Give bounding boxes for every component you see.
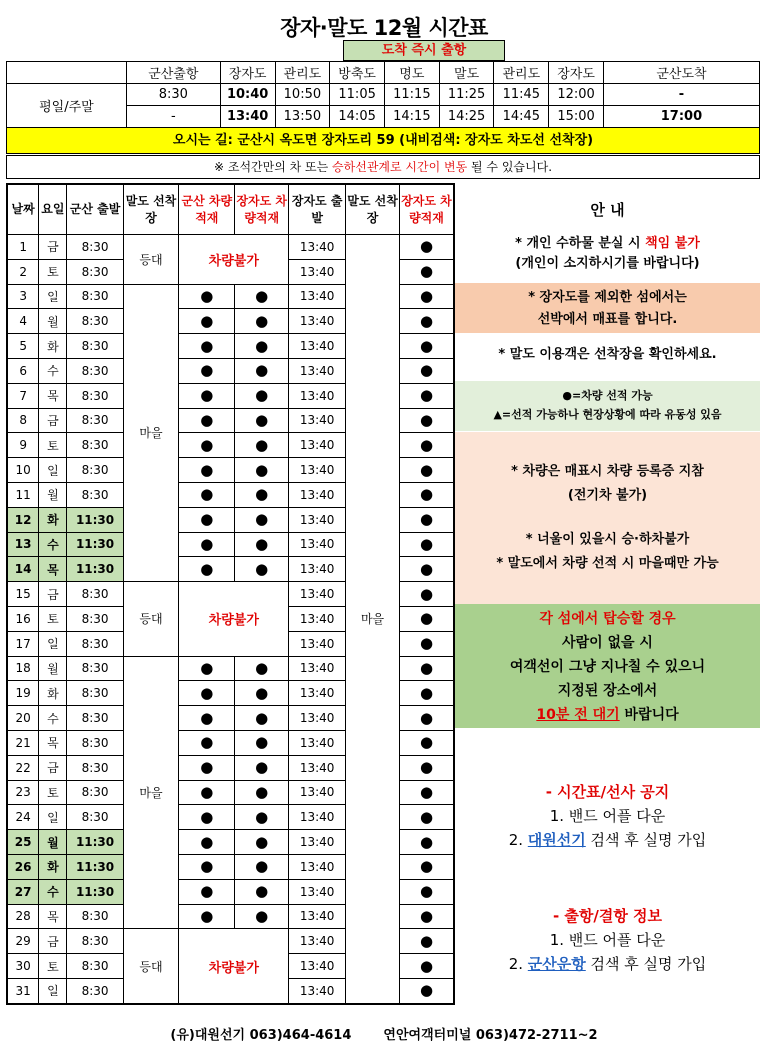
weekday-cell: 월 <box>39 482 67 507</box>
page-title: 장자·말도 12월 시간표 <box>280 16 488 40</box>
vehicle-available-icon: ● <box>179 557 235 582</box>
summary-cell: - <box>603 84 759 106</box>
summary-cell: 17:00 <box>603 106 759 128</box>
schedule-header: 군산 출발 <box>67 184 123 235</box>
jangja-depart-cell: 13:40 <box>289 706 346 731</box>
jangja-depart-cell: 13:40 <box>289 309 346 334</box>
jangja-depart-cell: 13:40 <box>289 458 346 483</box>
jangja-depart-cell: 13:40 <box>289 854 346 879</box>
jangja-depart-cell: 13:40 <box>289 259 346 284</box>
day-cell: 27 <box>7 879 39 904</box>
lost-item-notice: * 개인 수하물 분실 시 책임 불가 (개인이 소지하시기를 바랍니다) <box>515 236 700 271</box>
vehicle-available-icon: ● <box>399 334 454 359</box>
jangja-depart-cell: 13:40 <box>289 408 346 433</box>
jangja-depart-cell: 13:40 <box>289 681 346 706</box>
vehicle-available-icon: ● <box>235 706 289 731</box>
gunsan-depart-cell: 8:30 <box>67 755 123 780</box>
jangja-depart-cell: 13:40 <box>289 582 346 607</box>
day-cell: 20 <box>7 706 39 731</box>
maldo-pier-cell: 등대 <box>123 929 179 1004</box>
guide-title: 안 내 <box>590 201 625 219</box>
vehicle-available-icon: ● <box>399 681 454 706</box>
day-cell: 6 <box>7 358 39 383</box>
vehicle-available-icon: ● <box>235 507 289 532</box>
jangja-depart-cell: 13:40 <box>289 656 346 681</box>
day-cell: 31 <box>7 978 39 1003</box>
company-phone: (유)대원선기 063)464-4614 <box>170 1028 352 1043</box>
weekday-cell: 토 <box>39 954 67 979</box>
vehicle-available-icon: ● <box>179 458 235 483</box>
gunsan-depart-cell: 8:30 <box>67 631 123 656</box>
maldo-pier-cell: 등대 <box>123 235 179 285</box>
maldo-pier-cell: 등대 <box>123 582 179 656</box>
vehicle-available-icon: ● <box>179 656 235 681</box>
summary-cell: 11:45 <box>494 84 549 106</box>
gunsan-depart-cell: 8:30 <box>67 606 123 631</box>
weekday-cell: 월 <box>39 309 67 334</box>
schedule-header: 장자도 차량적재 <box>235 184 289 235</box>
vehicle-available-icon: ● <box>399 383 454 408</box>
vehicle-available-icon: ● <box>235 532 289 557</box>
gunsan-depart-cell: 8:30 <box>67 309 123 334</box>
day-cell: 1 <box>7 235 39 260</box>
weekday-cell: 월 <box>39 656 67 681</box>
summary-header: 명도 <box>385 62 440 84</box>
gunsan-depart-cell: 11:30 <box>67 879 123 904</box>
schedule-header: 장자도 출발 <box>289 184 346 235</box>
jangja-depart-cell: 13:40 <box>289 830 346 855</box>
address-bar: 오시는 길: 군산시 옥도면 장자도리 59 (내비검색: 장자도 차도선 선착장) <box>6 127 760 154</box>
weekday-cell: 금 <box>39 755 67 780</box>
day-cell: 30 <box>7 954 39 979</box>
vehicle-available-icon: ● <box>399 557 454 582</box>
gunsan-depart-cell: 8:30 <box>67 235 123 260</box>
vehicle-available-icon: ● <box>235 904 289 929</box>
jangja-depart-cell: 13:40 <box>289 606 346 631</box>
vehicle-available-icon: ● <box>399 433 454 458</box>
daewon-link[interactable]: 대원선기 <box>527 831 586 849</box>
gunsan-depart-cell: 8:30 <box>67 433 123 458</box>
summary-header: 장자도 <box>549 62 604 84</box>
gunsan-depart-cell: 11:30 <box>67 507 123 532</box>
weekday-cell: 금 <box>39 408 67 433</box>
row-label: 평일/주말 <box>7 84 127 128</box>
jangja-depart-cell: 13:40 <box>289 954 346 979</box>
day-cell: 8 <box>7 408 39 433</box>
gunsan-depart-cell: 8:30 <box>67 656 123 681</box>
jangja-depart-cell: 13:40 <box>289 879 346 904</box>
day-cell: 2 <box>7 259 39 284</box>
jangja-depart-cell: 13:40 <box>289 358 346 383</box>
summary-cell: 13:50 <box>275 106 330 128</box>
jangja-depart-cell: 13:40 <box>289 482 346 507</box>
gunsan-depart-cell: 8:30 <box>67 482 123 507</box>
maldo-pier-cell: 마을 <box>123 656 179 929</box>
vehicle-available-icon: ● <box>399 904 454 929</box>
weekday-cell: 수 <box>39 879 67 904</box>
day-cell: 5 <box>7 334 39 359</box>
summary-cell: 10:40 <box>220 84 275 106</box>
weekday-cell: 일 <box>39 631 67 656</box>
vehicle-available-icon: ● <box>399 954 454 979</box>
weekday-cell: 화 <box>39 334 67 359</box>
schedule-header: 장자도 차량적재 <box>399 184 454 235</box>
gunsan-depart-cell: 8:30 <box>67 458 123 483</box>
vehicle-available-icon: ● <box>399 259 454 284</box>
day-cell: 22 <box>7 755 39 780</box>
day-cell: 19 <box>7 681 39 706</box>
vehicle-available-icon: ● <box>235 656 289 681</box>
weekday-cell: 일 <box>39 978 67 1003</box>
vehicle-available-icon: ● <box>235 780 289 805</box>
vehicle-available-icon: ● <box>235 383 289 408</box>
vehicle-available-icon: ● <box>179 830 235 855</box>
gunsan-depart-cell: 8:30 <box>67 334 123 359</box>
vehicle-available-icon: ● <box>399 805 454 830</box>
gunsan-depart-cell: 8:30 <box>67 904 123 929</box>
vehicle-available-icon: ● <box>399 309 454 334</box>
vehicle-available-icon: ● <box>179 383 235 408</box>
gunsan-depart-cell: 11:30 <box>67 557 123 582</box>
vehicle-available-icon: ● <box>399 358 454 383</box>
weekday-cell: 토 <box>39 780 67 805</box>
vehicle-available-icon: ● <box>179 904 235 929</box>
jangja-depart-cell: 13:40 <box>289 730 346 755</box>
summary-header: 군산도착 <box>603 62 759 84</box>
vehicle-available-icon: ● <box>235 458 289 483</box>
vehicle-available-icon: ● <box>399 458 454 483</box>
day-cell: 10 <box>7 458 39 483</box>
schedule-header: 말도 선착장 <box>346 184 400 235</box>
summary-cell: 11:25 <box>439 84 494 106</box>
vehicle-available-icon: ● <box>235 730 289 755</box>
vehicle-available-icon: ● <box>399 582 454 607</box>
vehicle-available-icon: ● <box>399 706 454 731</box>
vehicle-available-icon: ● <box>399 284 454 309</box>
weekday-cell: 월 <box>39 830 67 855</box>
summary-cell: 11:05 <box>330 84 385 106</box>
day-cell: 4 <box>7 309 39 334</box>
day-cell: 24 <box>7 805 39 830</box>
summary-cell: 14:05 <box>330 106 385 128</box>
vehicle-available-icon: ● <box>399 532 454 557</box>
jangja-depart-cell: 13:40 <box>289 433 346 458</box>
gunsan-depart-cell: 8:30 <box>67 954 123 979</box>
gunsan-depart-cell: 11:30 <box>67 532 123 557</box>
summary-header: 말도 <box>439 62 494 84</box>
jangja-depart-cell: 13:40 <box>289 383 346 408</box>
vehicle-available-icon: ● <box>235 854 289 879</box>
weekday-cell: 화 <box>39 507 67 532</box>
summary-cell: 8:30 <box>126 84 220 106</box>
gunsan-depart-cell: 8:30 <box>67 358 123 383</box>
vehicle-available-icon: ● <box>179 706 235 731</box>
jangja-depart-cell: 13:40 <box>289 755 346 780</box>
jangja-depart-cell: 13:40 <box>289 235 346 260</box>
weekday-cell: 목 <box>39 383 67 408</box>
gunsan-depart-cell: 8:30 <box>67 408 123 433</box>
vehicle-available-icon: ● <box>235 879 289 904</box>
ticket-notice: * 장자도를 제외한 섬에서는 선박에서 매표를 합니다. <box>455 283 760 333</box>
summary-cell: - <box>126 106 220 128</box>
jangja-depart-cell: 13:40 <box>289 929 346 954</box>
no-vehicle-cell: 차량불가 <box>179 929 289 1004</box>
vehicle-available-icon: ● <box>235 334 289 359</box>
weekday-cell: 화 <box>39 681 67 706</box>
summary-cell: 11:15 <box>385 84 440 106</box>
day-cell: 29 <box>7 929 39 954</box>
vehicle-available-icon: ● <box>235 284 289 309</box>
weekday-cell: 토 <box>39 433 67 458</box>
summary-cell: 15:00 <box>549 106 604 128</box>
summary-header: 관리도 <box>494 62 549 84</box>
vehicle-available-icon: ● <box>179 358 235 383</box>
maldo-pier-cell: 마을 <box>123 284 179 582</box>
gunsan-depart-cell: 8:30 <box>67 730 123 755</box>
vehicle-available-icon: ● <box>399 755 454 780</box>
summary-cell: 14:25 <box>439 106 494 128</box>
terminal-phone: 연안여객터미널 063)472-2711~2 <box>383 1028 598 1043</box>
vehicle-available-icon: ● <box>179 681 235 706</box>
vehicle-available-icon: ● <box>179 755 235 780</box>
summary-cell: 14:15 <box>385 106 440 128</box>
jangja-depart-cell: 13:40 <box>289 532 346 557</box>
summary-header: 방축도 <box>330 62 385 84</box>
weekday-cell: 토 <box>39 259 67 284</box>
schedule-header: 말도 선착장 <box>123 184 179 235</box>
gunsan-depart-cell: 8:30 <box>67 978 123 1003</box>
day-cell: 3 <box>7 284 39 309</box>
boarding-notice: 각 섬에서 탑승할 경우 사람이 없을 시 여객선이 그냥 지나칠 수 있으니 지정된 장소에서 10분 전 대기 바랍니다 <box>455 604 760 728</box>
vehicle-available-icon: ● <box>399 879 454 904</box>
schedule-header: 날짜 <box>7 184 39 235</box>
day-cell: 15 <box>7 582 39 607</box>
summary-header: 관리도 <box>275 62 330 84</box>
maldo-notice: * 말도 이용객은 선착장을 확인하세요. <box>498 347 717 362</box>
day-cell: 14 <box>7 557 39 582</box>
gunsan-depart-cell: 11:30 <box>67 830 123 855</box>
vehicle-available-icon: ● <box>399 482 454 507</box>
band-notice: - 시간표/선사 공지 1. 밴드 어플 다운 2. 대원선기 검색 후 실명 가입 <box>508 783 707 849</box>
weekday-cell: 일 <box>39 805 67 830</box>
vehicle-available-icon: ● <box>235 755 289 780</box>
notice-bar: ※ 조석간만의 차 또는 승하선관계로 시간이 변동 될 수 있습니다. <box>6 155 760 179</box>
vehicle-available-icon: ● <box>235 557 289 582</box>
gunsan-depart-cell: 8:30 <box>67 681 123 706</box>
vehicle-available-icon: ● <box>399 780 454 805</box>
schedule-header: 요일 <box>39 184 67 235</box>
vehicle-available-icon: ● <box>179 879 235 904</box>
day-cell: 23 <box>7 780 39 805</box>
vehicle-available-icon: ● <box>399 507 454 532</box>
schedule-row <box>7 235 454 260</box>
day-cell: 9 <box>7 433 39 458</box>
day-cell: 17 <box>7 631 39 656</box>
weekday-cell: 화 <box>39 854 67 879</box>
footer-contacts <box>0 1024 768 1043</box>
day-cell: 7 <box>7 383 39 408</box>
no-vehicle-cell: 차량불가 <box>179 582 289 656</box>
gunsan-depart-cell: 8:30 <box>67 805 123 830</box>
vehicle-available-icon: ● <box>179 482 235 507</box>
vehicle-available-icon: ● <box>399 830 454 855</box>
weekday-cell: 일 <box>39 458 67 483</box>
day-cell: 28 <box>7 904 39 929</box>
vehicle-available-icon: ● <box>235 805 289 830</box>
arrive-depart-label: 도착 즉시 출항 <box>343 40 505 61</box>
gunsan-depart-cell: 8:30 <box>67 259 123 284</box>
legend: ●=차량 선적 가능 ▲=선적 가능하나 현장상황에 따라 유동성 있음 <box>455 381 760 431</box>
jangja-depart-cell: 13:40 <box>289 805 346 830</box>
gunsan-depart-cell: 8:30 <box>67 284 123 309</box>
summary-cell: 10:50 <box>275 84 330 106</box>
day-cell: 21 <box>7 730 39 755</box>
gunsan-depart-cell: 8:30 <box>67 780 123 805</box>
jangja-depart-cell: 13:40 <box>289 904 346 929</box>
gunsan-link[interactable]: 군산운항 <box>527 955 586 973</box>
weekday-cell: 목 <box>39 557 67 582</box>
gunsan-depart-cell: 11:30 <box>67 854 123 879</box>
jangja-depart-cell: 13:40 <box>289 334 346 359</box>
jangja-depart-cell: 13:40 <box>289 631 346 656</box>
vehicle-available-icon: ● <box>179 433 235 458</box>
vehicle-available-icon: ● <box>399 730 454 755</box>
december-schedule-table <box>6 183 455 1005</box>
summary-cell: 13:40 <box>220 106 275 128</box>
day-cell: 18 <box>7 656 39 681</box>
jangja-depart-cell: 13:40 <box>289 780 346 805</box>
vehicle-available-icon: ● <box>235 830 289 855</box>
day-cell: 13 <box>7 532 39 557</box>
weekday-cell: 목 <box>39 904 67 929</box>
day-cell: 26 <box>7 854 39 879</box>
vehicle-available-icon: ● <box>179 532 235 557</box>
weekday-cell: 수 <box>39 706 67 731</box>
weekday-cell: 금 <box>39 235 67 260</box>
vehicle-available-icon: ● <box>235 433 289 458</box>
day-cell: 25 <box>7 830 39 855</box>
vehicle-available-icon: ● <box>235 309 289 334</box>
schedule-header: 군산 차량적재 <box>179 184 235 235</box>
summary-cell: 12:00 <box>549 84 604 106</box>
summary-cell: 14:45 <box>494 106 549 128</box>
gunsan-depart-cell: 8:30 <box>67 706 123 731</box>
vehicle-available-icon: ● <box>399 656 454 681</box>
jangja-depart-cell: 13:40 <box>289 978 346 1003</box>
vehicle-available-icon: ● <box>235 358 289 383</box>
vehicle-available-icon: ● <box>235 408 289 433</box>
vehicle-available-icon: ● <box>179 730 235 755</box>
summary-header: 장자도 <box>220 62 275 84</box>
summary-timetable <box>6 61 760 128</box>
vehicle-available-icon: ● <box>399 978 454 1003</box>
gunsan-depart-cell: 8:30 <box>67 929 123 954</box>
vehicle-available-icon: ● <box>399 606 454 631</box>
vehicle-available-icon: ● <box>179 780 235 805</box>
vehicle-available-icon: ● <box>235 681 289 706</box>
weekday-cell: 일 <box>39 284 67 309</box>
vehicle-available-icon: ● <box>179 507 235 532</box>
no-vehicle-cell: 차량불가 <box>179 235 289 285</box>
vehicle-available-icon: ● <box>179 334 235 359</box>
weekday-cell: 목 <box>39 730 67 755</box>
summary-header: 군산출항 <box>126 62 220 84</box>
day-cell: 11 <box>7 482 39 507</box>
day-cell: 16 <box>7 606 39 631</box>
weekday-cell: 금 <box>39 582 67 607</box>
vehicle-available-icon: ● <box>179 408 235 433</box>
vehicle-available-icon: ● <box>399 631 454 656</box>
vehicle-available-icon: ● <box>179 854 235 879</box>
weekday-cell: 수 <box>39 358 67 383</box>
vehicle-available-icon: ● <box>179 309 235 334</box>
day-cell: 12 <box>7 507 39 532</box>
status-notice: - 출항/결항 정보 1. 밴드 어플 다운 2. 군산운항 검색 후 실명 가입 <box>508 907 707 973</box>
gunsan-depart-cell: 8:30 <box>67 383 123 408</box>
jangja-depart-cell: 13:40 <box>289 284 346 309</box>
vehicle-notice: * 차량은 매표시 차량 등록증 지참 (전기차 불가) * 너울이 있을시 승·하차불가 * 말도에서 차량 선적 시 마을때만 가능 <box>455 432 760 604</box>
vehicle-available-icon: ● <box>235 482 289 507</box>
vehicle-available-icon: ● <box>399 235 454 260</box>
vehicle-available-icon: ● <box>399 408 454 433</box>
weekday-cell: 수 <box>39 532 67 557</box>
gunsan-depart-cell: 8:30 <box>67 582 123 607</box>
maldo-pier-return-cell: 마을 <box>346 235 400 1004</box>
vehicle-available-icon: ● <box>179 284 235 309</box>
jangja-depart-cell: 13:40 <box>289 557 346 582</box>
vehicle-available-icon: ● <box>179 805 235 830</box>
jangja-depart-cell: 13:40 <box>289 507 346 532</box>
weekday-cell: 금 <box>39 929 67 954</box>
vehicle-available-icon: ● <box>399 854 454 879</box>
vehicle-available-icon: ● <box>399 929 454 954</box>
weekday-cell: 토 <box>39 606 67 631</box>
